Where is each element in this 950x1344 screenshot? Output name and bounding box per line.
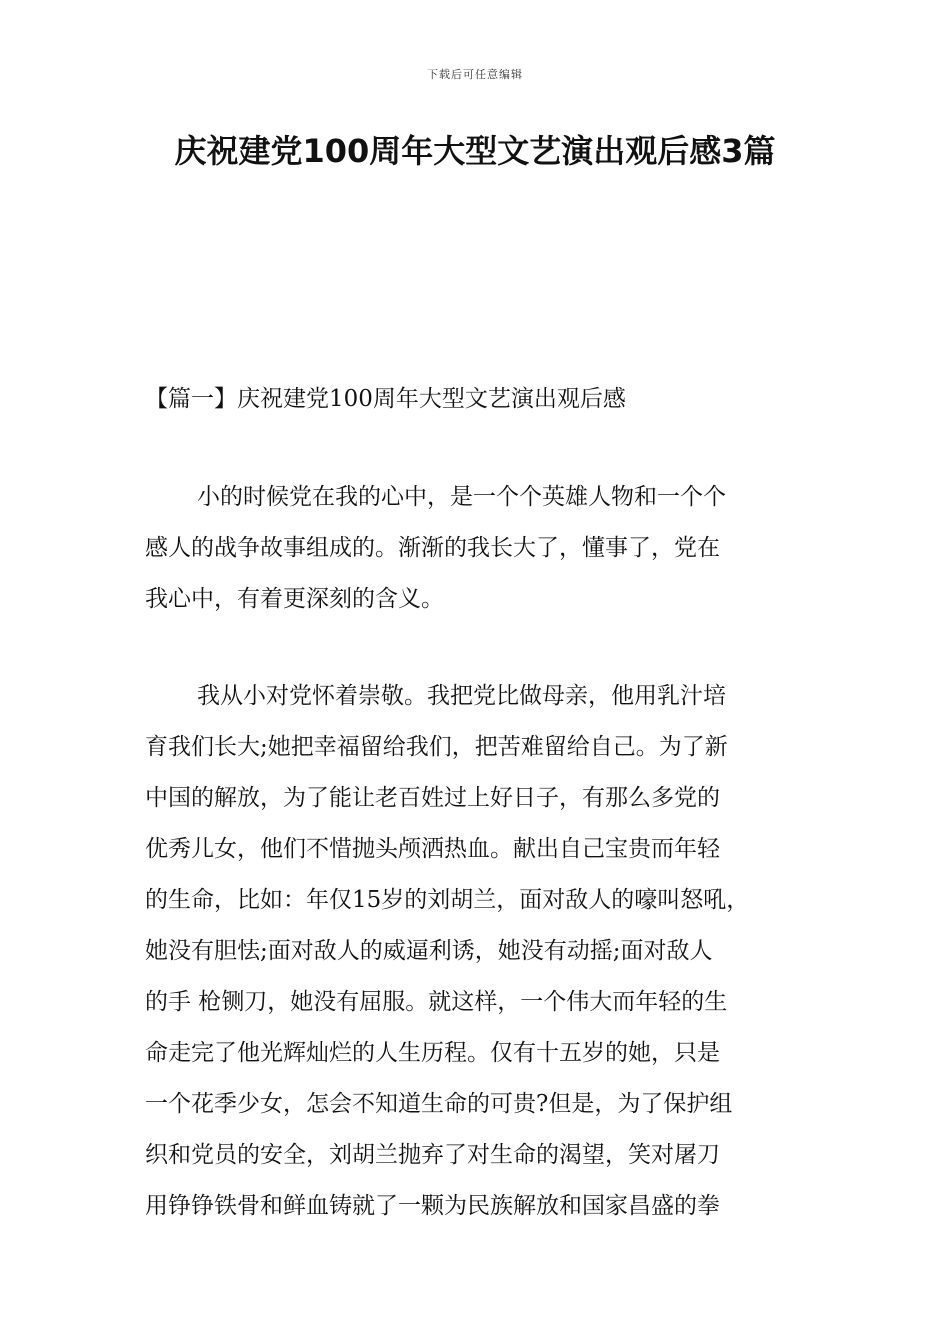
paragraph-line: 的生命，比如：年仅15岁的刘胡兰，面对敌人的嚎叫怒吼，: [145, 887, 750, 913]
section-heading: 【篇一】庆祝建党100周年大型文艺演出观后感: [145, 386, 626, 412]
paragraph-line: 小的时候党在我的心中，是一个个英雄人物和一个个: [197, 484, 726, 510]
paragraph-line: 中国的解放，为了能让老百姓过上好日子，有那么多党的: [145, 785, 720, 811]
paragraph-line: 命走完了他光辉灿烂的人生历程。仅有十五岁的她，只是: [145, 1040, 720, 1066]
paragraph-line: 织和党员的安全，刘胡兰抛弃了对生命的渴望，笑对屠刀: [145, 1142, 720, 1168]
paragraph-line: 我心中，有着更深刻的含义。: [145, 586, 444, 612]
paragraph-line: 优秀儿女，他们不惜抛头颅洒热血。献出自己宝贵而年轻: [145, 836, 720, 862]
paragraph-1: [145, 472, 825, 625]
paragraph-line: 用铮铮铁骨和鲜血铸就了一颗为民族解放和国家昌盛的拳: [145, 1193, 720, 1219]
paragraph-line: 一个花季少女，怎会不知道生命的可贵?但是，为了保护组: [145, 1091, 733, 1117]
paragraph-line: 育我们长大;她把幸福留给我们，把苦难留给自己。为了新: [145, 734, 728, 760]
header-note: 下载后可任意编辑: [427, 68, 523, 81]
paragraph-2: [145, 671, 825, 1232]
paragraph-line: 她没有胆怯;面对敌人的威逼利诱，她没有动摇;面对敌人: [145, 938, 713, 964]
document-title: 庆祝建党100周年大型文艺演出观后感3篇: [174, 132, 776, 170]
paragraph-line: 的手 枪铡刀，她没有屈服。就这样，一个伟大而年轻的生: [145, 989, 728, 1015]
paragraph-line: 感人的战争故事组成的。渐渐的我长大了，懂事了，党在: [145, 535, 720, 561]
paragraph-line: 我从小对党怀着崇敬。我把党比做母亲，他用乳汁培: [197, 683, 726, 709]
